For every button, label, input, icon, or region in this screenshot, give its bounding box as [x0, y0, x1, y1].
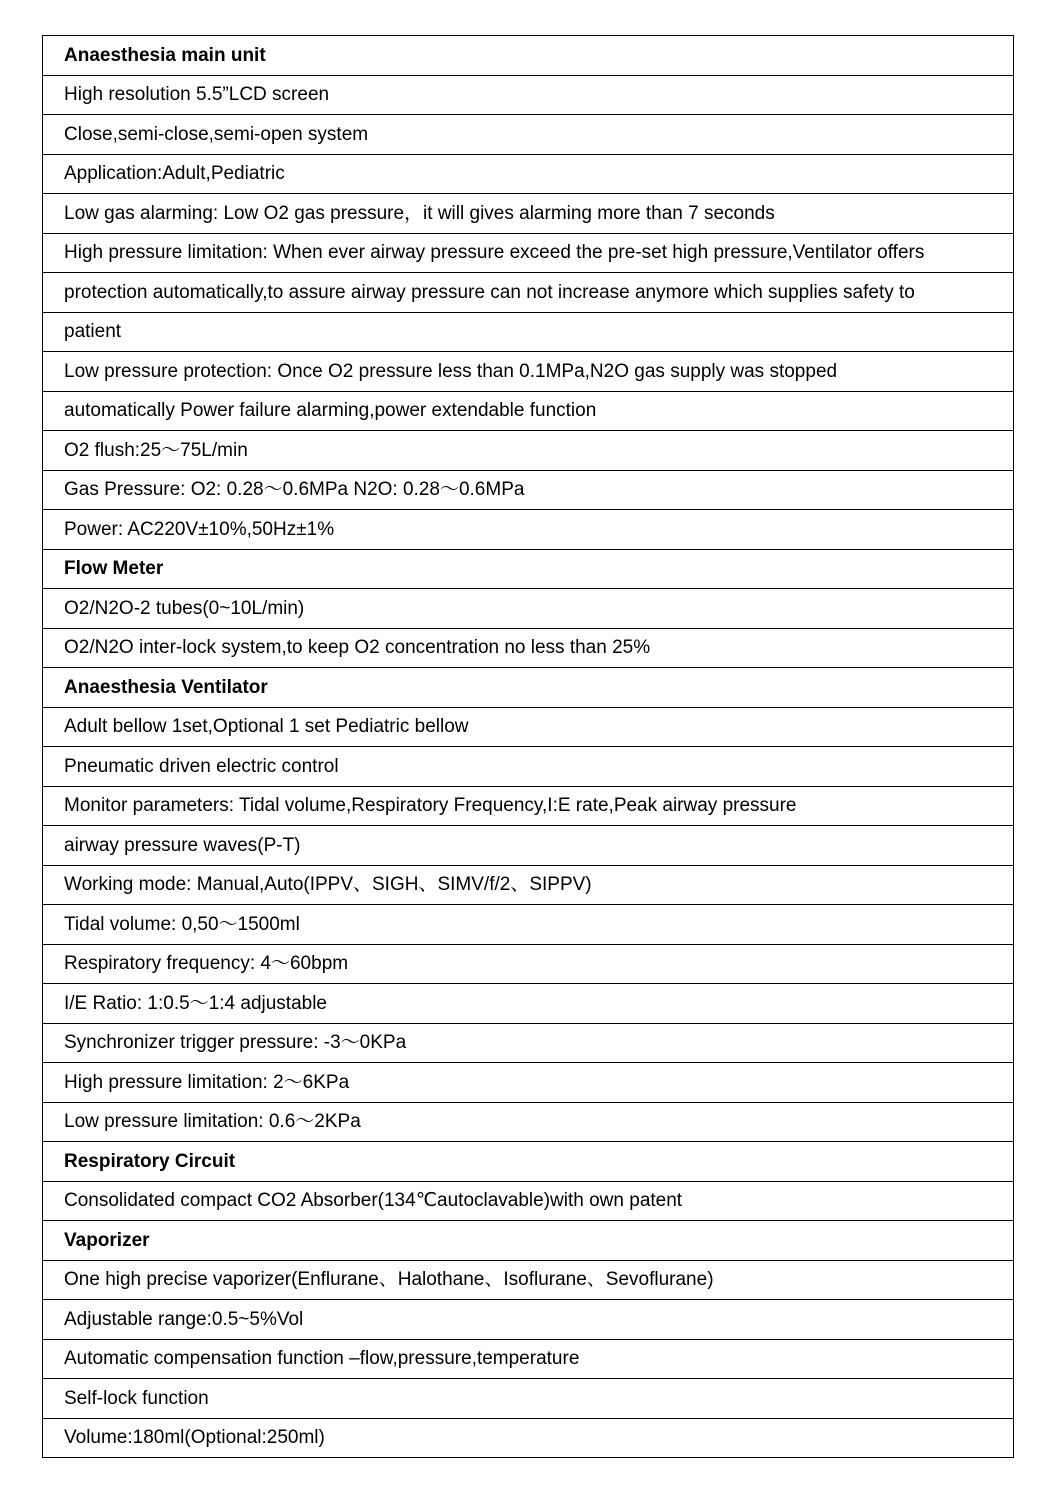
spec-row [43, 75, 1014, 115]
section-heading: Vaporizer [43, 1221, 1014, 1261]
spec-row [43, 391, 1014, 431]
spec-row [43, 312, 1014, 352]
spec-row [43, 1379, 1014, 1419]
section-heading-row [43, 1142, 1014, 1182]
spec-cell: Low pressure limitation: 0.6〜2KPa [43, 1102, 1014, 1142]
section-heading: Anaesthesia main unit [43, 36, 1014, 76]
section-heading-row [43, 668, 1014, 708]
spec-cell: I/E Ratio: 1:0.5〜1:4 adjustable [43, 984, 1014, 1024]
spec-row [43, 1418, 1014, 1458]
spec-cell: Synchronizer trigger pressure: -3〜0KPa [43, 1023, 1014, 1063]
spec-row [43, 984, 1014, 1024]
spec-cell: High pressure limitation: 2〜6KPa [43, 1063, 1014, 1103]
spec-cell: protection automatically,to assure airway pressure can not increase anymore which supplies safety to [43, 273, 1014, 313]
spec-row [43, 1339, 1014, 1379]
spec-row [43, 1260, 1014, 1300]
spec-table [42, 35, 1014, 1458]
spec-cell: Adjustable range:0.5~5%Vol [43, 1300, 1014, 1340]
spec-row [43, 115, 1014, 155]
spec-row [43, 1181, 1014, 1221]
spec-cell: Low pressure protection: Once O2 pressure less than 0.1MPa,N2O gas supply was stopped [43, 352, 1014, 392]
spec-row [43, 154, 1014, 194]
section-heading-row [43, 36, 1014, 76]
spec-row [43, 1102, 1014, 1142]
spec-cell: Respiratory frequency: 4〜60bpm [43, 944, 1014, 984]
spec-row [43, 865, 1014, 905]
spec-row [43, 905, 1014, 945]
section-heading-row [43, 1221, 1014, 1261]
spec-cell: automatically Power failure alarming,power extendable function [43, 391, 1014, 431]
spec-row [43, 786, 1014, 826]
spec-row [43, 1063, 1014, 1103]
spec-row [43, 628, 1014, 668]
spec-row [43, 826, 1014, 866]
spec-cell: High resolution 5.5”LCD screen [43, 75, 1014, 115]
spec-row [43, 944, 1014, 984]
section-heading: Anaesthesia Ventilator [43, 668, 1014, 708]
spec-row [43, 589, 1014, 629]
spec-cell: Consolidated compact CO2 Absorber(134℃autoclavable)with own patent [43, 1181, 1014, 1221]
spec-cell: Pneumatic driven electric control [43, 747, 1014, 787]
spec-row [43, 1300, 1014, 1340]
spec-cell: Adult bellow 1set,Optional 1 set Pediatric bellow [43, 707, 1014, 747]
spec-cell: patient [43, 312, 1014, 352]
spec-cell: Application:Adult,Pediatric [43, 154, 1014, 194]
spec-cell: One high precise vaporizer(Enflurane、Halothane、Isoflurane、Sevoflurane) [43, 1260, 1014, 1300]
spec-row [43, 470, 1014, 510]
spec-cell: Monitor parameters: Tidal volume,Respiratory Frequency,I:E rate,Peak airway pressure [43, 786, 1014, 826]
spec-table-body [43, 36, 1014, 1458]
spec-cell: Low gas alarming: Low O2 gas pressure，it will gives alarming more than 7 seconds [43, 194, 1014, 234]
spec-row [43, 273, 1014, 313]
spec-cell: Volume:180ml(Optional:250ml) [43, 1418, 1014, 1458]
section-heading: Respiratory Circuit [43, 1142, 1014, 1182]
spec-cell: O2/N2O-2 tubes(0~10L/min) [43, 589, 1014, 629]
spec-row [43, 352, 1014, 392]
spec-cell: Tidal volume: 0,50〜1500ml [43, 905, 1014, 945]
spec-row [43, 194, 1014, 234]
spec-cell: Gas Pressure: O2: 0.28〜0.6MPa N2O: 0.28〜0.6MPa [43, 470, 1014, 510]
spec-row [43, 1023, 1014, 1063]
spec-cell: Working mode: Manual,Auto(IPPV、SIGH、SIMV/f/2、SIPPV) [43, 865, 1014, 905]
spec-cell: Self-lock function [43, 1379, 1014, 1419]
spec-row [43, 707, 1014, 747]
spec-cell: High pressure limitation: When ever airway pressure exceed the pre-set high pressure,Ventilator offers [43, 233, 1014, 273]
spec-row [43, 431, 1014, 471]
spec-cell: Close,semi-close,semi-open system [43, 115, 1014, 155]
spec-cell: O2/N2O inter-lock system,to keep O2 concentration no less than 25% [43, 628, 1014, 668]
spec-row [43, 747, 1014, 787]
spec-cell: Power: AC220V±10%,50Hz±1% [43, 510, 1014, 550]
spec-cell: O2 flush:25〜75L/min [43, 431, 1014, 471]
spec-cell: airway pressure waves(P-T) [43, 826, 1014, 866]
section-heading: Flow Meter [43, 549, 1014, 589]
spec-row [43, 233, 1014, 273]
spec-cell: Automatic compensation function –flow,pressure,temperature [43, 1339, 1014, 1379]
spec-row [43, 510, 1014, 550]
section-heading-row [43, 549, 1014, 589]
